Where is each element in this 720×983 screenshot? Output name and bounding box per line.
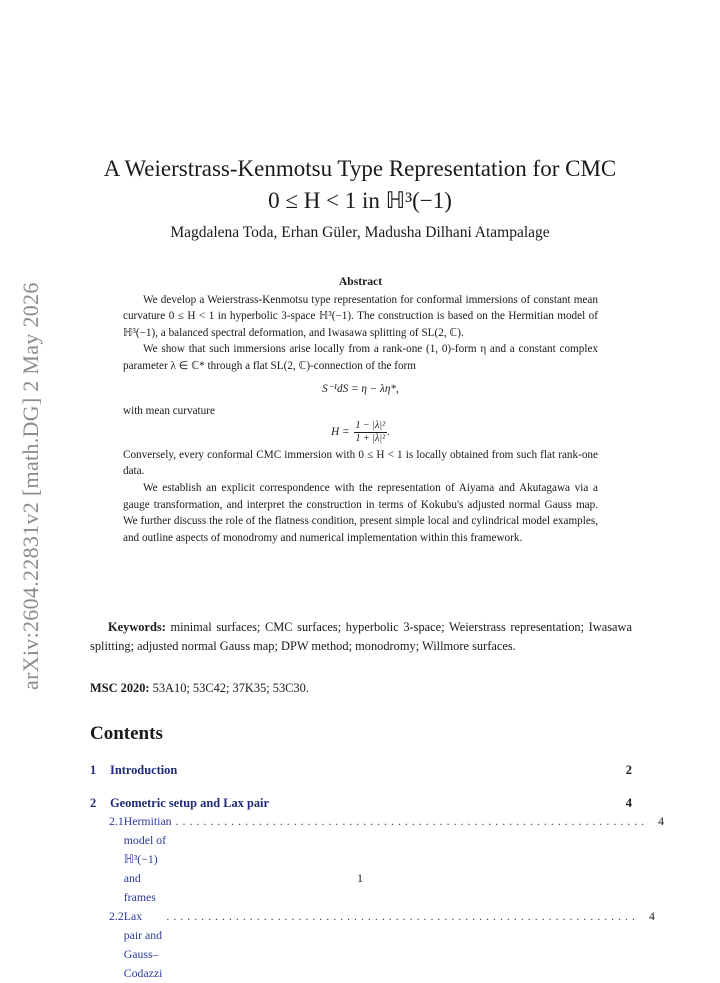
toc-subsection-lax-pair[interactable]	[90, 907, 655, 983]
abstract-paragraph-5: We establish an explicit correspondence with the representation of Aiyama and Akutagawa via a gauge transformation, and interpret the construction in terms of Kokubu's adjusted normal Gauss map. We further discuss the role of the flatness condition, present simple local and cylindrical model examples, and outline aspects of monodromy and numerical implementation within this framework.	[123, 481, 598, 544]
toc-page-number: 4	[648, 909, 655, 923]
mean-curvature-equation	[123, 420, 598, 445]
toc-dot-leader: ....................................................................	[175, 814, 649, 828]
toc-subsection-hermitian-model[interactable]	[90, 812, 665, 907]
toc-section-number: 2	[90, 796, 97, 810]
toc-section-title: Geometric setup and Lax pair	[110, 796, 270, 810]
abstract-paragraph-4: Conversely, every conformal CMC immersion with 0 ≤ H < 1 is locally obtained from such flat rank-one data.	[123, 448, 598, 478]
keywords-text: minimal surfaces; CMC surfaces; hyperbolic 3-space; Weierstrass representation; Iwasawa splitting; adjusted normal Gauss map; DPW method; monodromy; Willmore surfaces.	[90, 620, 632, 653]
contents-heading: Contents	[90, 723, 163, 744]
toc-subsection-number: 2.1	[109, 814, 124, 828]
msc-label: MSC 2020:	[90, 681, 150, 695]
abstract	[123, 274, 598, 546]
title-line-1: A Weierstrass-Kenmotsu Type Representation for CMC	[103, 156, 617, 182]
page-number: 1	[357, 871, 363, 885]
equation-fraction	[354, 420, 388, 445]
flat-connection-equation: S⁻¹dS = η − λη*,	[322, 382, 399, 395]
toc-dot-leader: ....................................................................	[166, 909, 639, 923]
abstract-heading: Abstract	[338, 275, 383, 288]
fraction-numerator: 1 − |λ|²	[355, 419, 386, 431]
paper-title	[80, 153, 640, 217]
toc-section-number: 1	[90, 763, 97, 777]
keywords-label: Keywords:	[108, 620, 166, 634]
title-line-2: 0 ≤ H < 1 in ℍ³(−1)	[268, 188, 452, 214]
arxiv-watermark: arXiv:2604.22831v2 [math.DG] 2 May 2026	[18, 282, 43, 690]
toc-page-number: 4	[658, 814, 665, 828]
toc-section-geometric-setup[interactable]	[90, 795, 632, 812]
author-list: Magdalena Toda, Erhan Güler, Madusha Dilhani Atampalage	[170, 224, 550, 241]
keywords	[90, 618, 632, 656]
toc-page-number: 2	[625, 763, 632, 777]
msc-text: 53A10; 53C42; 37K35; 53C30.	[152, 681, 309, 695]
equation-lhs: H =	[331, 425, 350, 438]
abstract-paragraph-3: with mean curvature	[123, 405, 215, 418]
toc-page-number: 4	[625, 796, 632, 810]
abstract-paragraph-2: We show that such immersions arise locally from a rank-one (1, 0)-form η and a constant complex parameter λ ∈ ℂ* through a flat SL(2, ℂ)-connection of the form	[123, 343, 598, 372]
abstract-paragraph-1: We develop a Weierstrass-Kenmotsu type representation for conformal immersions of constant mean curvature 0 ≤ H < 1 in hyperbolic 3-space ℍ³(−1). The construction is based on the Hermitian model of ℍ³(−1), a balanced spectral deformation, and Iwasawa splitting of SL(2, ℂ).	[123, 293, 598, 339]
toc-section-introduction[interactable]	[90, 762, 632, 779]
msc-classification	[90, 679, 632, 698]
toc-subsection-title: Hermitian model of ℍ³(−1) and frames	[123, 814, 172, 904]
toc-subsection-title: Lax pair and Gauss–Codazzi	[123, 909, 163, 980]
toc-section-title: Introduction	[110, 763, 178, 777]
fraction-denominator: 1 + |λ|²	[355, 432, 386, 444]
toc-subsection-number: 2.2	[109, 909, 124, 923]
equation-period: .	[387, 425, 390, 438]
